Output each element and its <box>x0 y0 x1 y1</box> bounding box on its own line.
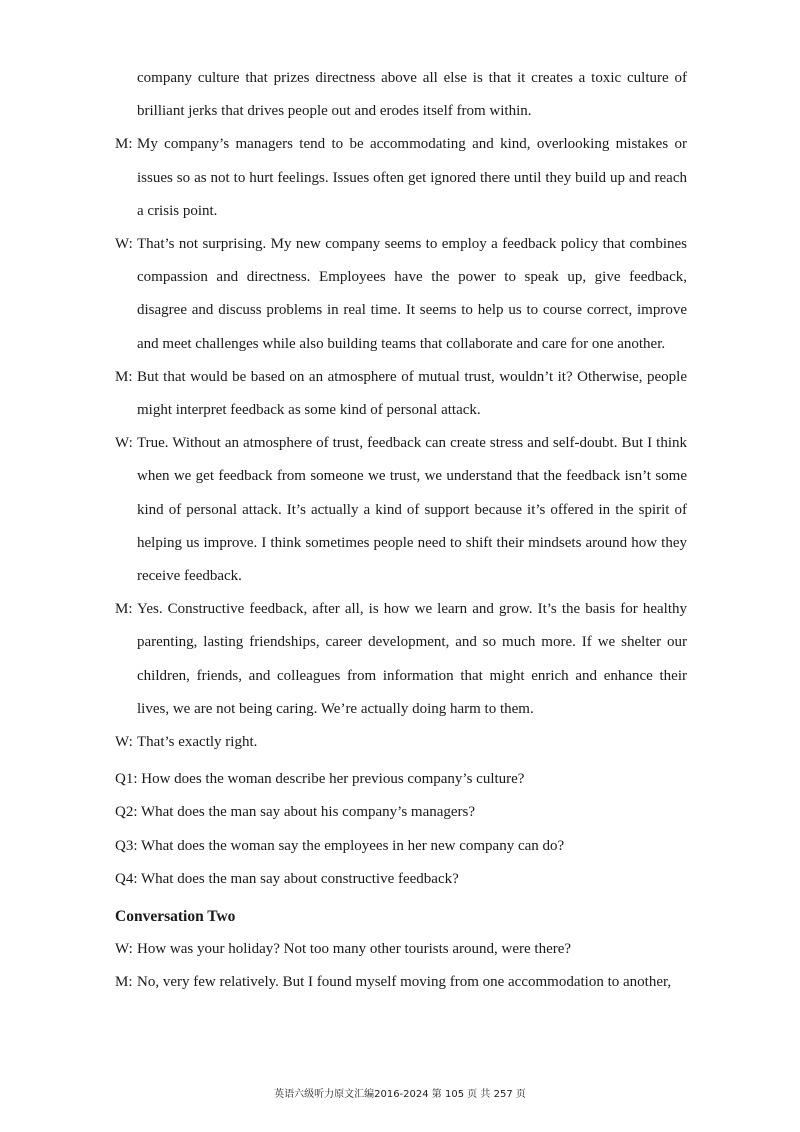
question-item: Q1: How does the woman describe her previous company’s culture? <box>115 771 525 788</box>
turn-text: That’s not surprising. My new company seems to employ a feedback policy that combines compassion and directness. Employees have the power to speak up, give feedback, disagree and discuss problems in real time. It seems to help us to course correct, improve and meet challenges while also building teams that collaborate and care for one another. <box>137 236 687 352</box>
turn-text: True. Without an atmosphere of trust, feedback can create stress and self-doubt. But I think when we get feedback from someone we trust, we understand that the feedback isn’t some kind of personal attack. It’s actually a kind of support because it’s offered in the spirit of helping us improve. I think sometimes people need to shift their mindsets around how they receive feedback. <box>137 435 687 585</box>
speaker-label: M: <box>115 974 133 991</box>
speaker-label: W: <box>115 734 133 751</box>
speaker-label: W: <box>115 435 133 452</box>
page-footer: 英语六级听力原文汇编2016-2024 第 105 页 共 257 页 <box>274 1089 526 1100</box>
speaker-label: M: <box>115 136 133 153</box>
dialogue-turn <box>115 966 687 999</box>
question-item: Q4: What does the man say about constructive feedback? <box>115 870 459 887</box>
speaker-label: M: <box>115 368 133 385</box>
question-item: Q3: What does the woman say the employees in her new company can do? <box>115 837 565 854</box>
transcript-body <box>115 62 687 1000</box>
dialogue-turn <box>115 427 687 593</box>
continuation-text: company culture that prizes directness above all else is that it creates a toxic culture of brilliant jerks that drives people out and erodes itself from within. <box>137 70 687 120</box>
turn-text: But that would be based on an atmosphere of mutual trust, wouldn’t it? Otherwise, people might interpret feedback as some kind of personal attack. <box>137 368 687 419</box>
dialogue-turn <box>115 933 687 966</box>
section-heading: Conversation Two <box>115 908 236 926</box>
continuation-paragraph <box>115 62 687 128</box>
dialogue-turn <box>115 228 687 361</box>
dialogue-turn <box>115 726 687 759</box>
speaker-label: W: <box>115 941 133 958</box>
dialogue-turn <box>115 593 687 726</box>
turn-text: My company’s managers tend to be accommodating and kind, overlooking mistakes or issues so as not to hurt feelings. Issues often get ignored there until they build up and reach a crisis point. <box>137 136 687 219</box>
question-list <box>115 763 687 896</box>
turn-text: How was your holiday? Not too many other tourists around, were there? <box>137 941 572 958</box>
speaker-label: W: <box>115 236 133 253</box>
turn-text: That’s exactly right. <box>137 734 258 751</box>
turn-text: No, very few relatively. But I found myself moving from one accommodation to another, <box>137 974 672 991</box>
dialogue-turn <box>115 128 687 228</box>
speaker-label: M: <box>115 601 133 618</box>
turn-text: Yes. Constructive feedback, after all, is how we learn and grow. It’s the basis for healthy parenting, lasting friendships, career development, and so much more. If we shelter our children, friends, and colleagues from information that might enrich and enhance their lives, we are not being caring. We’re actually doing harm to them. <box>137 601 687 717</box>
dialogue-turn <box>115 361 687 427</box>
question-item: Q2: What does the man say about his company’s managers? <box>115 804 476 821</box>
